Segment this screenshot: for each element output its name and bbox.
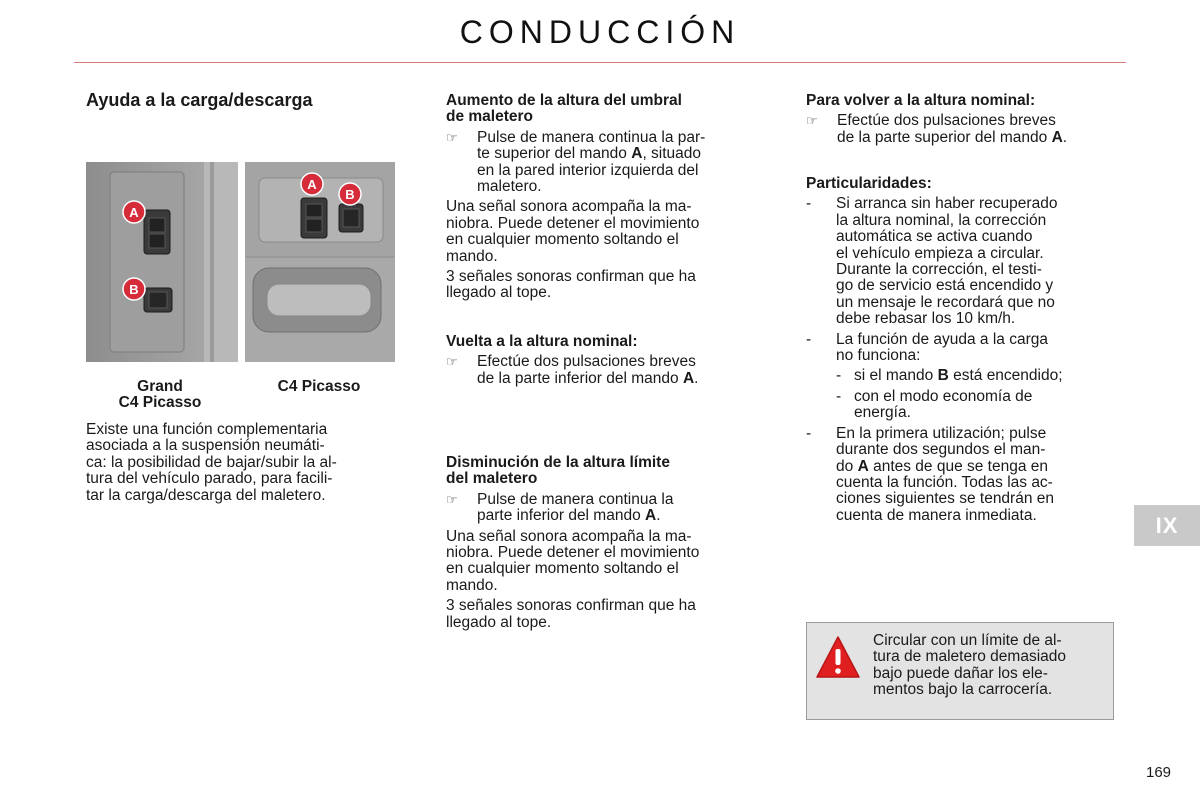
middle-column — [446, 93, 754, 302]
particular-item-1 — [806, 196, 1114, 327]
text-line: asociada a la suspensión neumáti- — [86, 437, 325, 455]
text-line: tura del vehículo parado, para facili- — [86, 470, 333, 488]
text-line: ca: la posibilidad de bajar/subir la al- — [86, 453, 337, 471]
heading-line: Disminución de la altura límite — [446, 454, 670, 471]
text-line: mentos bajo la carrocería. — [873, 681, 1053, 699]
hand-pointer-icon: ☞ — [446, 354, 458, 370]
lower-heading — [446, 455, 754, 488]
text-line: debe rebasar los 10 km/h. — [836, 310, 1016, 328]
warning-triangle-icon — [815, 635, 861, 679]
dash-marker: - — [806, 330, 812, 348]
caption-c4-picasso — [254, 379, 384, 395]
particular-item-2 — [806, 332, 1114, 365]
text-line: Durante la corrección, el testi- — [836, 261, 1042, 279]
text-line: niobra. Puede detener el movimiento — [446, 544, 700, 562]
heading-line: de maletero — [446, 108, 534, 126]
text-line: la altura nominal, la corrección — [836, 211, 1047, 229]
return-bullet — [446, 354, 754, 387]
badge-b: B — [129, 282, 139, 297]
lower-block — [446, 455, 754, 631]
warning-text — [873, 633, 1109, 699]
dash-marker: - — [836, 387, 842, 405]
text-line: en cualquier momento soltando el — [446, 231, 679, 249]
text-line: Pulse de manera continua la — [477, 490, 674, 508]
text-line: mando. — [446, 576, 498, 594]
text-line: En la primera utilización; pulse — [836, 424, 1047, 442]
text-line: automática se activa cuando — [836, 228, 1033, 246]
text-line: do A antes de que se tenga en — [836, 457, 1049, 475]
text-line: La función de ayuda a la carga — [836, 330, 1048, 348]
signal-paragraph — [446, 199, 754, 265]
text-line: Efectúe dos pulsaciones breves — [837, 112, 1056, 130]
text-line: Existe una función complementaria — [86, 421, 328, 438]
particular-item-3 — [806, 426, 1114, 524]
caption-line: C4 Picasso — [277, 378, 361, 395]
text-line: mando. — [446, 247, 498, 265]
text-line: ciones siguientes se tendrán en — [836, 490, 1055, 508]
badge-b-2: B — [345, 187, 355, 202]
text-line: durante dos segundos el man- — [836, 441, 1046, 459]
text-line: de la parte inferior del mando A. — [477, 369, 699, 387]
badge-a: A — [129, 205, 139, 220]
dash-marker: - — [806, 195, 812, 213]
text-line: tar la carga/descarga del maletero. — [86, 486, 326, 504]
text-line: bajo puede dañar los ele- — [873, 664, 1048, 682]
badge-a-2: A — [307, 177, 317, 192]
hand-pointer-icon: ☞ — [446, 491, 458, 507]
chapter-tab[interactable]: IX — [1134, 505, 1200, 546]
text-line: Efectúe dos pulsaciones breves — [477, 353, 696, 371]
caption-line: Grand — [137, 378, 183, 395]
signal-paragraph-2 — [446, 529, 754, 595]
text-line: el vehículo empieza a circular. — [836, 244, 1044, 262]
return-block — [446, 334, 754, 387]
section-heading: Ayuda a la carga/descarga — [86, 90, 313, 110]
hand-pointer-icon: ☞ — [446, 129, 458, 145]
nominal-bullet — [806, 113, 1114, 146]
particulars-block — [806, 176, 1114, 524]
particular-subitem-1 — [806, 368, 1114, 384]
text-line: de la parte superior del mando A. — [837, 128, 1068, 146]
text-line: Pulse de manera continua la par- — [477, 128, 706, 146]
text-line: no funciona: — [836, 347, 921, 365]
nominal-heading: Para volver a la altura nominal: — [806, 92, 1036, 109]
raise-bullet — [446, 130, 754, 196]
switch-panel-illustration — [86, 162, 238, 362]
photo-c4-picasso — [245, 162, 395, 362]
text-line: parte inferior del mando A. — [477, 507, 661, 525]
return-heading: Vuelta a la altura nominal: — [446, 333, 638, 350]
hand-pointer-icon: ☞ — [806, 113, 818, 129]
page-number: 169 — [1146, 764, 1172, 781]
header-rule — [74, 62, 1126, 63]
text-line: llegado al tope. — [446, 284, 552, 302]
photo-grand-c4-picasso — [86, 162, 238, 362]
switch-panel-illustration-2 — [245, 162, 395, 362]
raise-heading — [446, 93, 754, 126]
text-line: go de servicio está encendido y — [836, 277, 1054, 295]
text-line: un mensaje le recordará que no — [836, 293, 1055, 311]
caption-line: C4 Picasso — [118, 394, 202, 412]
text-line: cuenta de manera inmediata. — [836, 506, 1037, 524]
text-line: 3 señales sonoras confirman que ha — [446, 268, 696, 286]
caption-grand-c4-picasso — [96, 379, 224, 412]
heading-line: Aumento de la altura del umbral — [446, 92, 682, 109]
dash-marker: - — [836, 367, 842, 385]
intro-paragraph — [86, 422, 394, 504]
text-line: 3 señales sonoras confirman que ha — [446, 597, 696, 615]
dash-marker: - — [806, 424, 812, 442]
particular-subitem-2 — [806, 389, 1114, 422]
text-line: cuenta la función. Todas las ac- — [836, 473, 1053, 491]
text-line: si el mando B está encendido; — [854, 367, 1063, 385]
lower-bullet — [446, 492, 754, 525]
beeps-paragraph — [446, 269, 754, 302]
beeps-paragraph-2 — [446, 598, 754, 631]
text-line: Una señal sonora acompaña la ma- — [446, 527, 692, 545]
right-column — [806, 93, 1114, 146]
text-line: en la pared interior izquierda del — [477, 161, 699, 179]
text-line: niobra. Puede detener el movimiento — [446, 214, 700, 232]
text-line: llegado al tope. — [446, 613, 552, 631]
text-line: maletero. — [477, 178, 542, 196]
text-line: energía. — [854, 404, 911, 422]
text-line: con el modo economía de — [854, 387, 1033, 405]
text-line: Circular con un límite de al- — [873, 632, 1062, 649]
left-column — [86, 92, 396, 108]
text-line: en cualquier momento soltando el — [446, 560, 679, 578]
page-title: CONDUCCIÓN — [459, 14, 741, 50]
heading-line: del maletero — [446, 470, 538, 488]
particulars-heading: Particularidades: — [806, 175, 932, 192]
text-line: tura de maletero demasiado — [873, 648, 1067, 666]
text-line: Si arranca sin haber recuperado — [836, 195, 1058, 213]
warning-box — [806, 622, 1114, 720]
text-line: Una señal sonora acompaña la ma- — [446, 198, 692, 216]
text-line: te superior del mando A, situado — [477, 145, 702, 163]
